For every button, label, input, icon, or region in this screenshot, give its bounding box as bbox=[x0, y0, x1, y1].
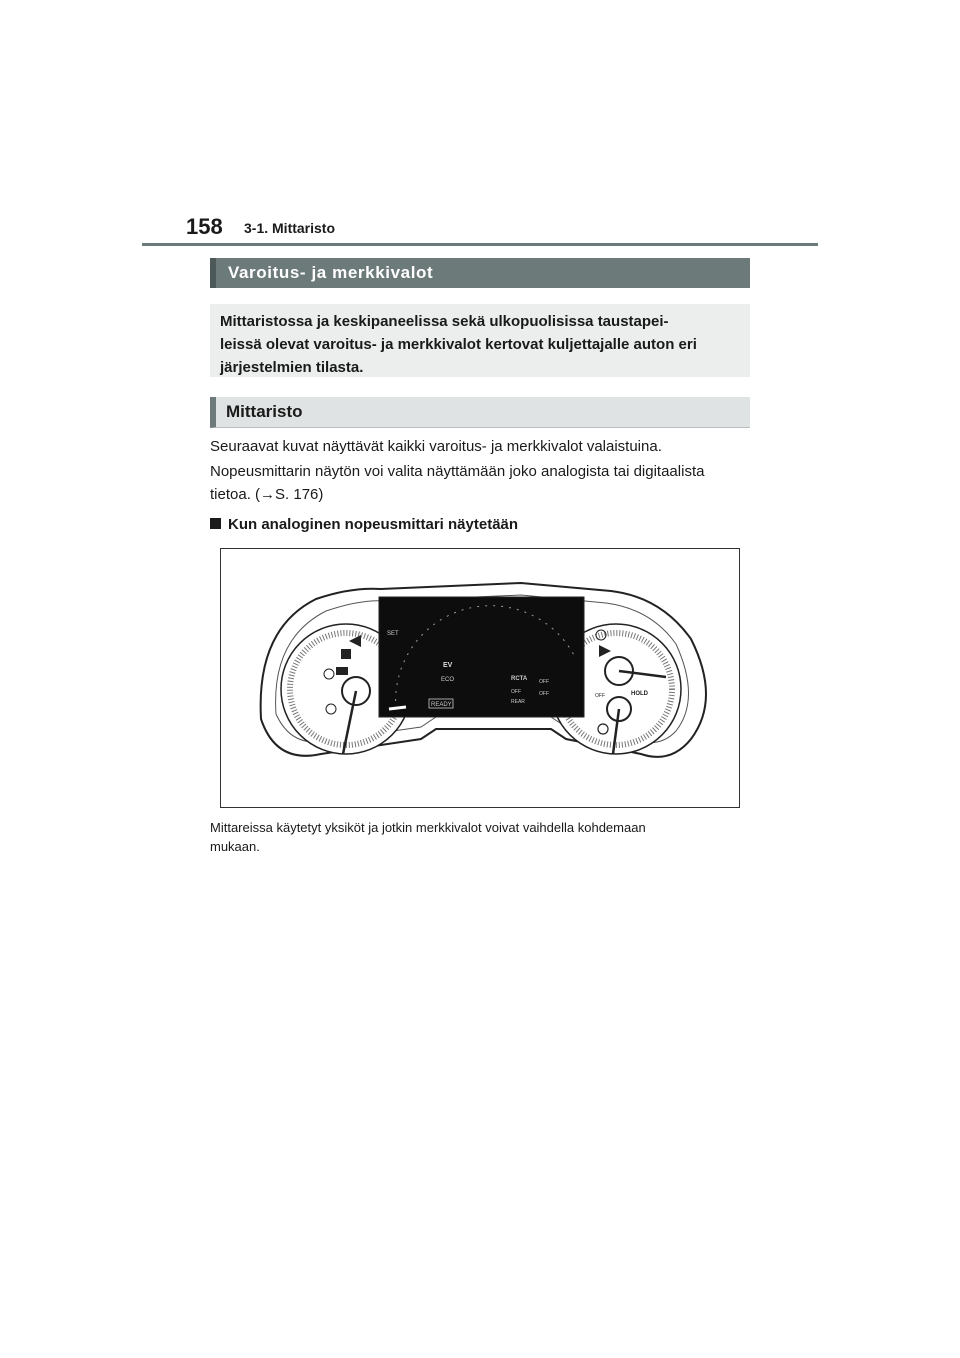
paragraph-intro: Seuraavat kuvat näyttävät kaikki varoitus- ja merkkivalot valaistuina. bbox=[210, 438, 662, 455]
rear-label: REAR bbox=[511, 699, 525, 705]
hold-label: HOLD bbox=[631, 691, 648, 697]
paragraph-line: Nopeusmittarin näytön voi valita näyttämään joko analogista tai digitaalista bbox=[210, 463, 705, 480]
intro-line: leissä olevat varoitus- ja merkkivalot kertovat kuljettajalle auton eri bbox=[220, 336, 697, 353]
ready-label: READY bbox=[431, 702, 452, 708]
paragraph-line: tietoa. (→S. 176) bbox=[210, 486, 324, 503]
section-reference: 3-1. Mittaristo bbox=[244, 220, 336, 236]
intro-line: Mittaristossa ja keskipaneelissa sekä ulkopuolisissa taustapei- bbox=[220, 313, 669, 330]
eco-label: ECO bbox=[441, 677, 455, 683]
off-label-2: OFF bbox=[539, 679, 549, 685]
speed-needle bbox=[389, 707, 406, 709]
caption-line: Mittareissa käytetyt yksiköt ja jotkin merkkivalot voivat vaihdella kohdemaan bbox=[210, 820, 646, 835]
off-label-3: OFF bbox=[539, 691, 549, 697]
set-label: SET bbox=[387, 631, 399, 637]
ev-label: EV bbox=[443, 662, 453, 669]
header-divider bbox=[142, 243, 818, 246]
section-title: Varoitus- ja merkkivalot bbox=[228, 263, 434, 282]
figure-caption bbox=[210, 818, 750, 856]
rcta-label: RCTA bbox=[511, 676, 528, 682]
page-number: 158 bbox=[186, 214, 223, 239]
central-display bbox=[379, 597, 584, 717]
off-label-4: OFF bbox=[595, 693, 605, 699]
intro-box bbox=[210, 304, 750, 377]
bullet-heading bbox=[210, 516, 518, 533]
subsection-title: Mittaristo bbox=[226, 402, 303, 421]
headlight-icon bbox=[336, 667, 348, 675]
section-title-bar bbox=[210, 258, 750, 288]
bullet-square-icon bbox=[210, 518, 221, 529]
warning-lamp-icon bbox=[341, 649, 351, 659]
paragraph-display-mode bbox=[210, 460, 755, 506]
instrument-cluster-illustration bbox=[221, 549, 739, 807]
bullet-heading-text: Kun analoginen nopeusmittari näytetään bbox=[228, 516, 519, 533]
caption-line: mukaan. bbox=[210, 839, 260, 854]
instrument-cluster-figure bbox=[220, 548, 740, 808]
intro-line: järjestelmien tilasta. bbox=[220, 359, 364, 376]
off-label-1: OFF bbox=[511, 689, 521, 695]
subsection-title-bar bbox=[210, 397, 750, 428]
